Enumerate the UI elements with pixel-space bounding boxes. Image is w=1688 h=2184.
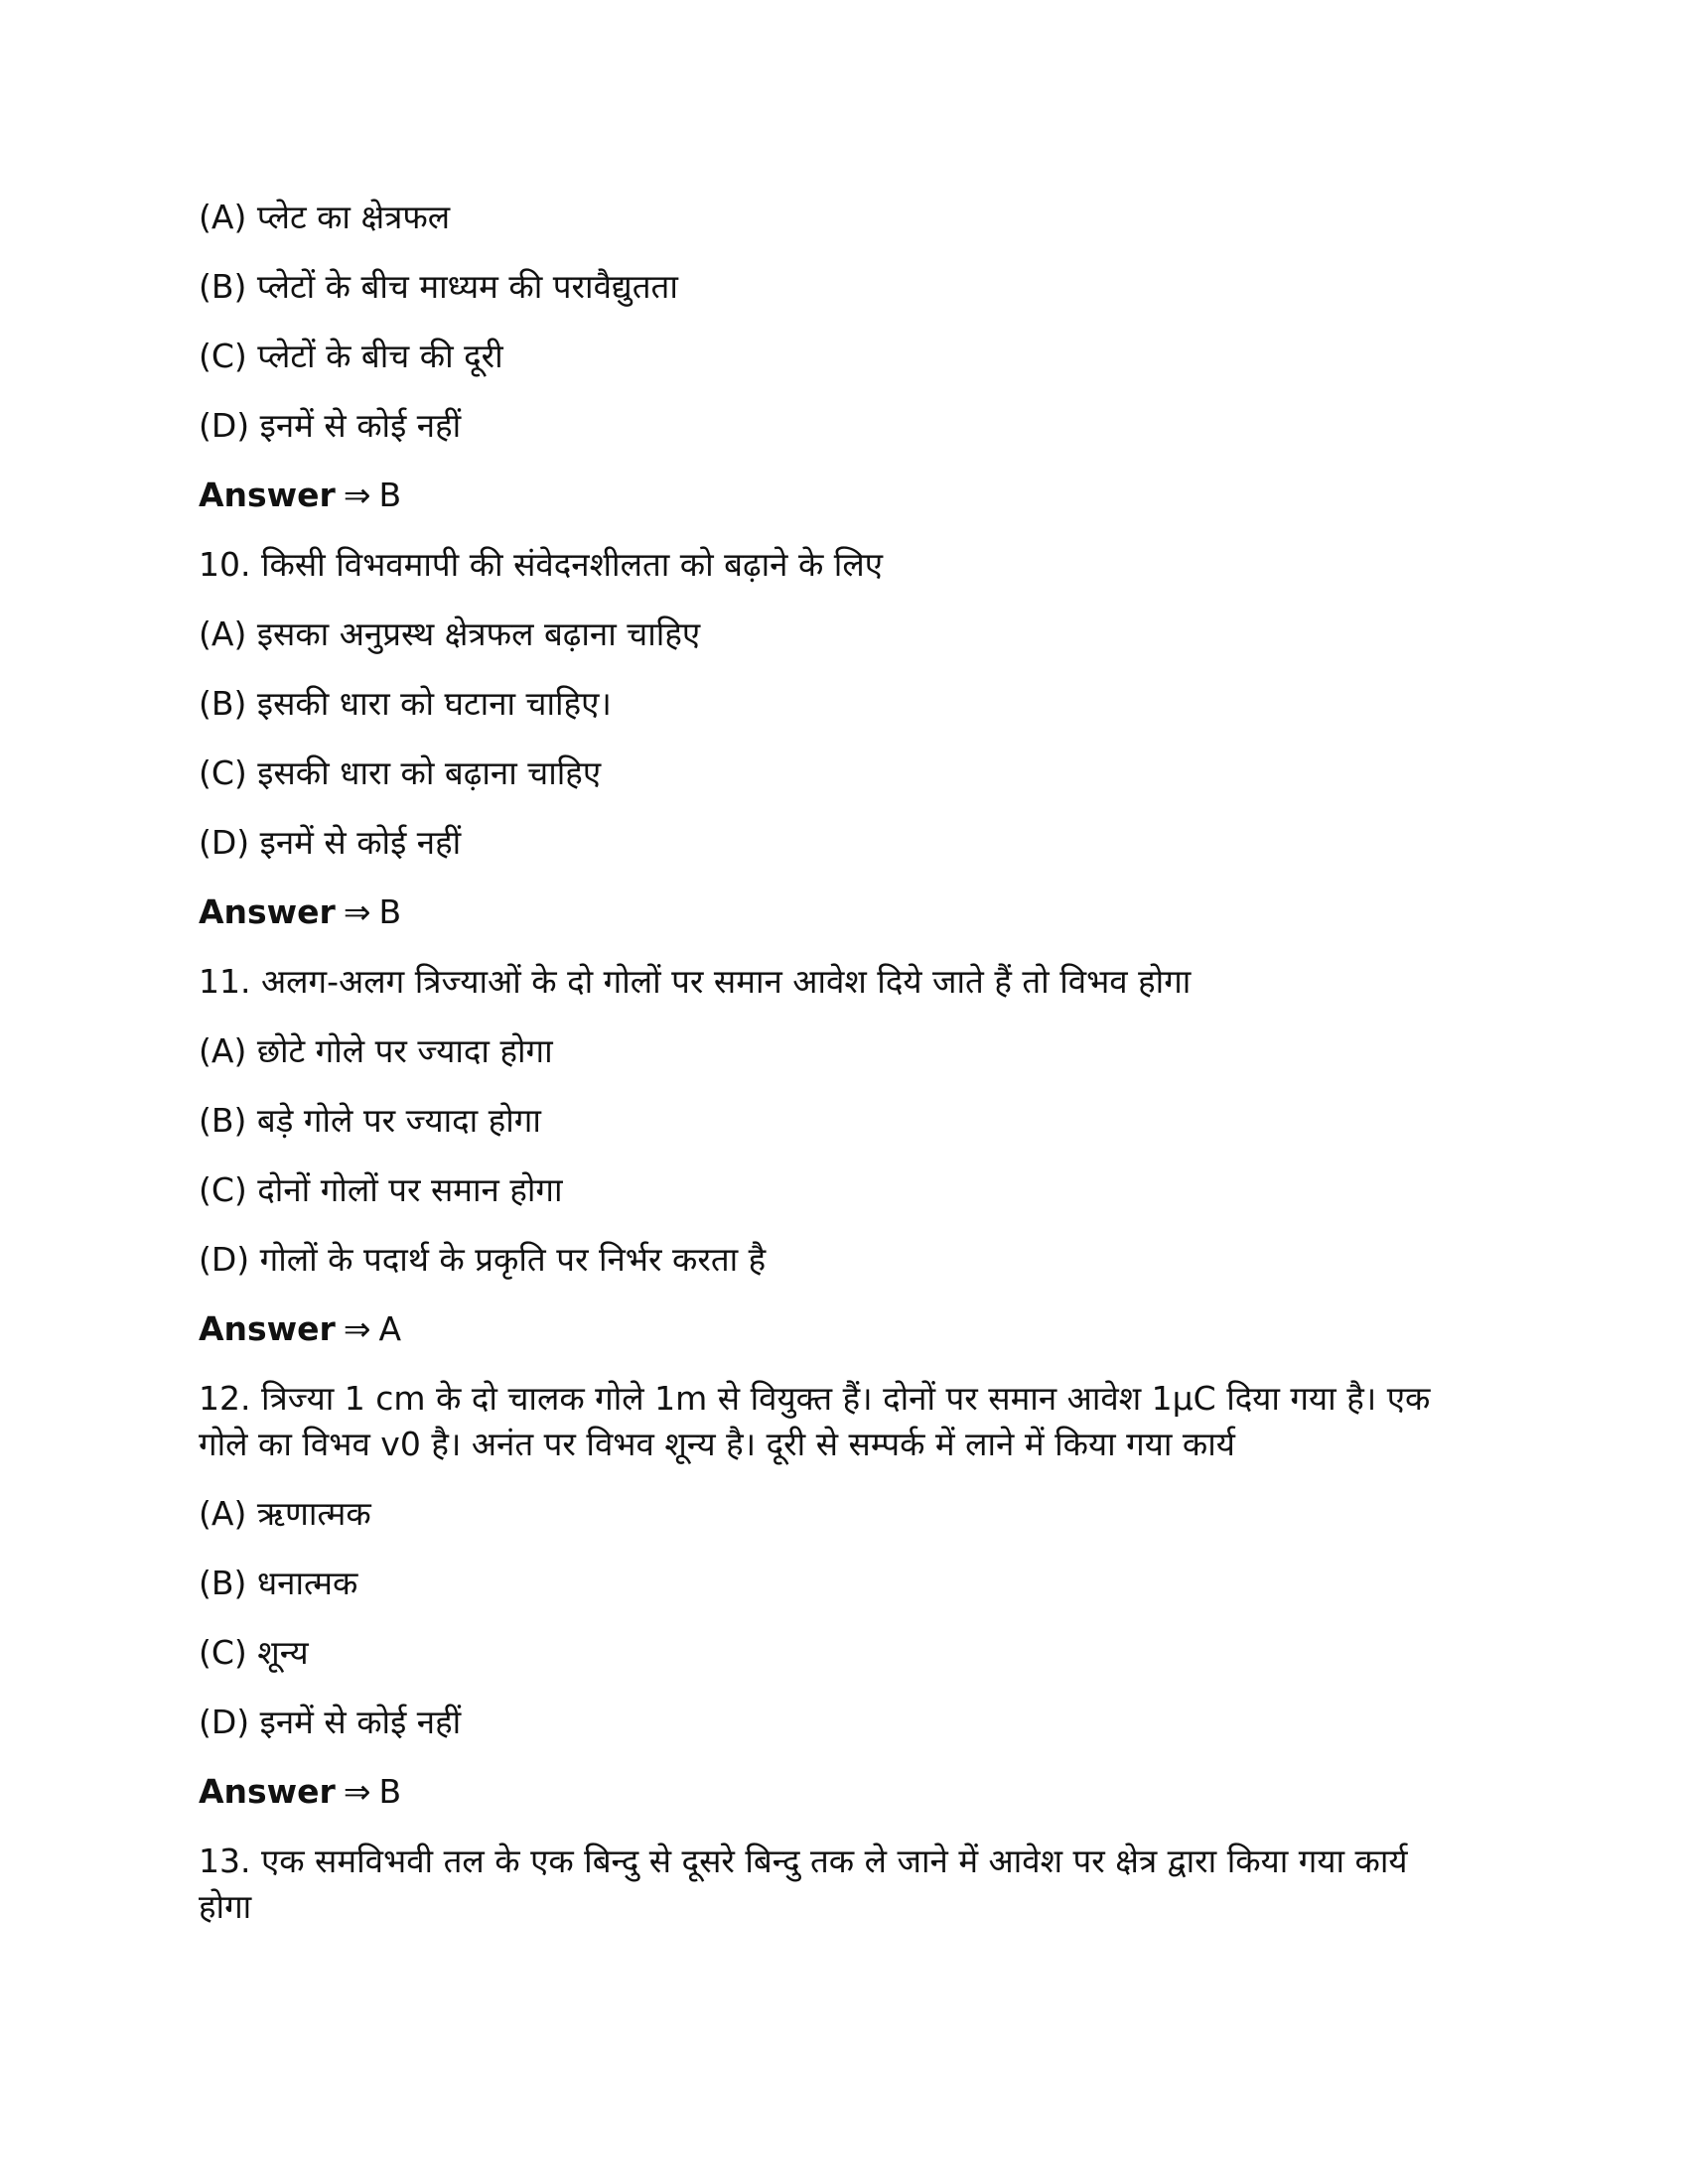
option-b: (B) इसकी धारा को घटाना चाहिए। (199, 684, 612, 723)
option-d: (D) गोलों के पदार्थ के प्रकृति पर निर्भर करता है (199, 1240, 767, 1279)
question-line-2: होगा (199, 1887, 252, 1926)
answer-value: B (378, 1772, 402, 1811)
answer-value: B (378, 892, 402, 931)
question-line-2: गोले का विभव v0 है। अनंत पर विभव शून्य है। दूरी से सम्पर्क में लाने में किया गया कार्य (199, 1425, 1235, 1463)
question-text: 10. किसी विभवमापी की संवेदनशीलता को बढ़ाने के लिए (199, 545, 883, 584)
option-d: (D) इनमें से कोई नहीं (199, 406, 462, 445)
question-line-1: 13. एक समविभवी तल के एक बिन्दु से दूसरे बिन्दु तक ले जाने में आवेश पर क्षेत्र द्वारा किया गया कार्य (199, 1842, 1408, 1880)
question-text (199, 1839, 1489, 1930)
answer-arrow: ⇒ (343, 476, 371, 514)
question-line-1: 12. त्रिज्या 1 cm के दो चालक गोले 1m से वियुक्त हैं। दोनों पर समान आवेश 1μC दिया गया है। एक (199, 1379, 1431, 1418)
answer-value: A (378, 1309, 402, 1348)
question-12-block (199, 1376, 1489, 1815)
option-b: (B) प्लेटों के बीच माध्यम की परावैद्युतता (199, 267, 678, 306)
option-c: (C) इसकी धारा को बढ़ाना चाहिए (199, 753, 602, 792)
question-11-block (199, 959, 1489, 1352)
answer-label: Answer (199, 1309, 336, 1348)
question-9-block (199, 195, 1489, 518)
answer-label: Answer (199, 476, 336, 514)
question-text (199, 1376, 1489, 1467)
answer-label: Answer (199, 1772, 336, 1811)
answer-line (199, 1769, 1489, 1815)
option-a: (A) ऋणात्मक (199, 1494, 371, 1533)
answer-line (199, 889, 1489, 935)
question-13-block (199, 1839, 1489, 1930)
answer-line (199, 473, 1489, 518)
option-c: (C) शून्य (199, 1633, 309, 1672)
answer-arrow: ⇒ (343, 892, 371, 931)
document-page (199, 195, 1489, 1954)
option-d: (D) इनमें से कोई नहीं (199, 1703, 462, 1741)
option-a: (A) छोटे गोले पर ज्यादा होगा (199, 1031, 553, 1070)
option-c: (C) प्लेटों के बीच की दूरी (199, 337, 503, 375)
option-d: (D) इनमें से कोई नहीं (199, 823, 462, 862)
answer-arrow: ⇒ (343, 1772, 371, 1811)
answer-label: Answer (199, 892, 336, 931)
option-a: (A) प्लेट का क्षेत्रफल (199, 198, 451, 236)
option-b: (B) बड़े गोले पर ज्यादा होगा (199, 1101, 541, 1140)
option-a: (A) इसका अनुप्रस्थ क्षेत्रफल बढ़ाना चाहिए (199, 614, 701, 653)
answer-arrow: ⇒ (343, 1309, 371, 1348)
question-10-block (199, 542, 1489, 935)
option-b: (B) धनात्मक (199, 1564, 358, 1602)
answer-value: B (378, 476, 402, 514)
answer-line (199, 1306, 1489, 1352)
option-c: (C) दोनों गोलों पर समान होगा (199, 1170, 563, 1209)
question-text: 11. अलग-अलग त्रिज्याओं के दो गोलों पर समान आवेश दिये जाते हैं तो विभव होगा (199, 962, 1192, 1001)
